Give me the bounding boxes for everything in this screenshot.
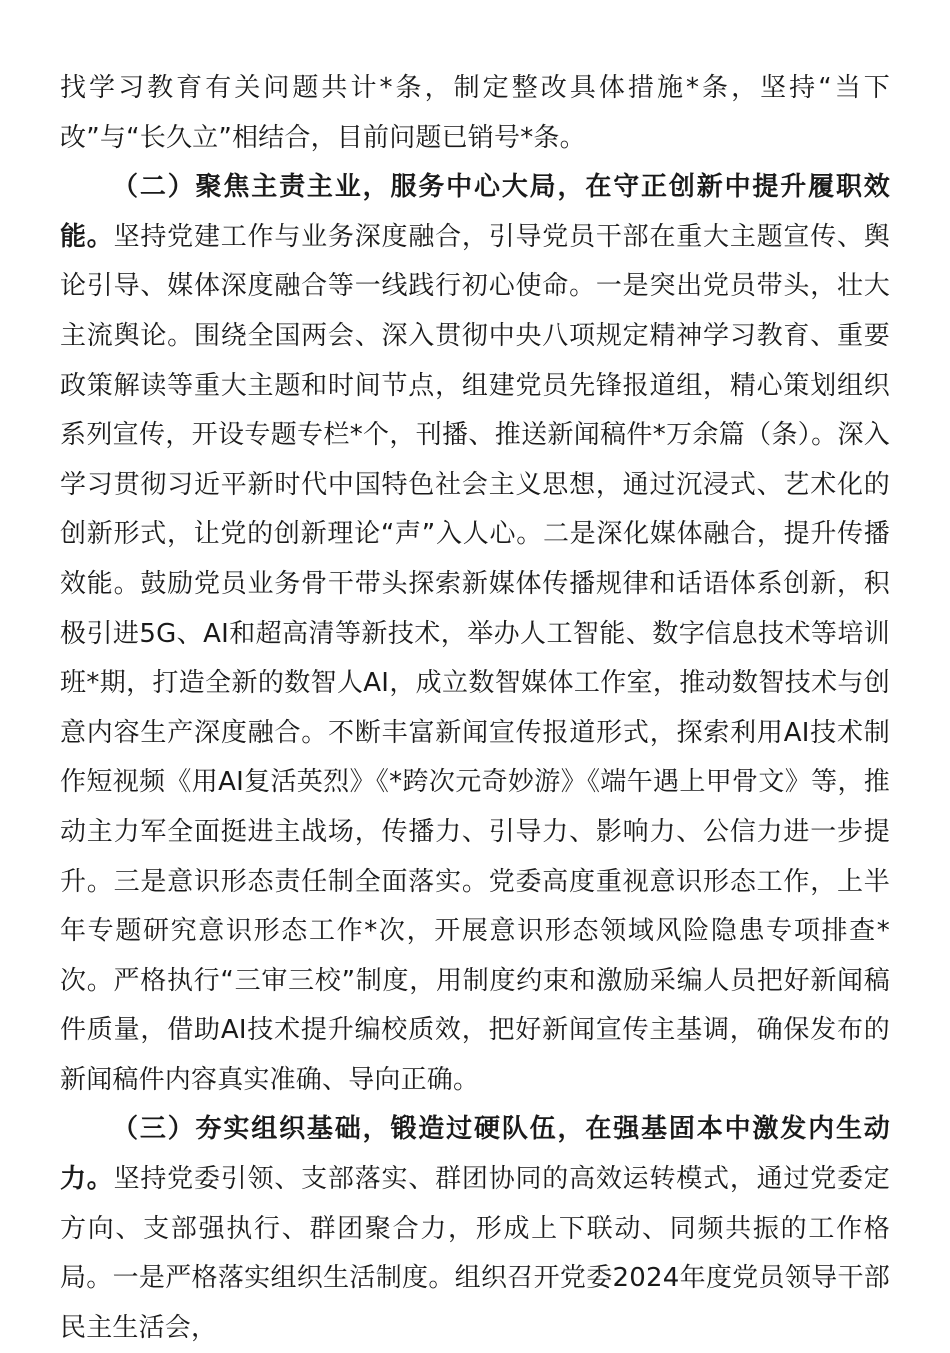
- section-heading-3: （三）夯实组织基础，锻造过硬队伍，在强基固本中激发内生动力。: [60, 1114, 890, 1195]
- paragraph-text: 找学习教育有关问题共计*条，制定整改具体措施*条，坚持“当下改”与“长久立”相结合，目前问题已销号*条。: [60, 73, 890, 153]
- paragraph-section-3: [60, 1105, 890, 1353]
- paragraph-text: 坚持党委引领、支部落实、群团协同的高效运转模式，通过党委定方向、支部强执行、群团聚合力，形成上下联动、同频共振的工作格局。一是严格落实组织生活制度。组织召开党委2024年度党员领导干部民主生活会，: [60, 1164, 890, 1343]
- document-body: [60, 64, 890, 1353]
- paragraph-text: 坚持党建工作与业务深度融合，引导党员干部在重大主题宣传、舆论引导、媒体深度融合等一线践行初心使命。一是突出党员带头，壮大主流舆论。围绕全国两会、深入贯彻中央八项规定精神学习教育、重要政策解读等重大主题和时间节点，组建党员先锋报道组，精心策划组织系列宣传，开设专题专栏*个，刊播、推送新闻稿件*万余篇（条）。深入学习贯彻习近平新时代中国特色社会主义思想，通过沉浸式、艺术化的创新形式，让党的创新理论“声”入人心。二是深化媒体融合，提升传播效能。鼓励党员业务骨干带头探索新媒体传播规律和话语体系创新，积极引进5G、AI和超高清等新技术，举办人工智能、数字信息技术等培训班*期，打造全新的数智人AI，成立数智媒体工作室，推动数智技术与创意内容生产深度融合。不断丰富新闻宣传报道形式，探索利用AI技术制作短视频《用AI复活英烈》《*跨次元奇妙游》《端午遇上甲骨文》等，推动主力军全面挺进主战场，传播力、引导力、影响力、公信力进一步提升。三是意识形态责任制全面落实。党委高度重视意识形态工作，上半年专题研究意识形态工作*次，开展意识形态领域风险隐患专项排查*次。严格执行“三审三校”制度，用制度约束和激励采编人员把好新闻稿件质量，借助AI技术提升编校质效，把好新闻宣传主基调，确保发布的新闻稿件内容真实准确、导向正确。: [60, 221, 890, 1095]
- section-heading-2: （二）聚焦主责主业，服务中心大局，在守正创新中提升履职效能。: [60, 172, 890, 252]
- paragraph-section-2: [60, 163, 890, 1105]
- paragraph-continuation: [60, 64, 890, 163]
